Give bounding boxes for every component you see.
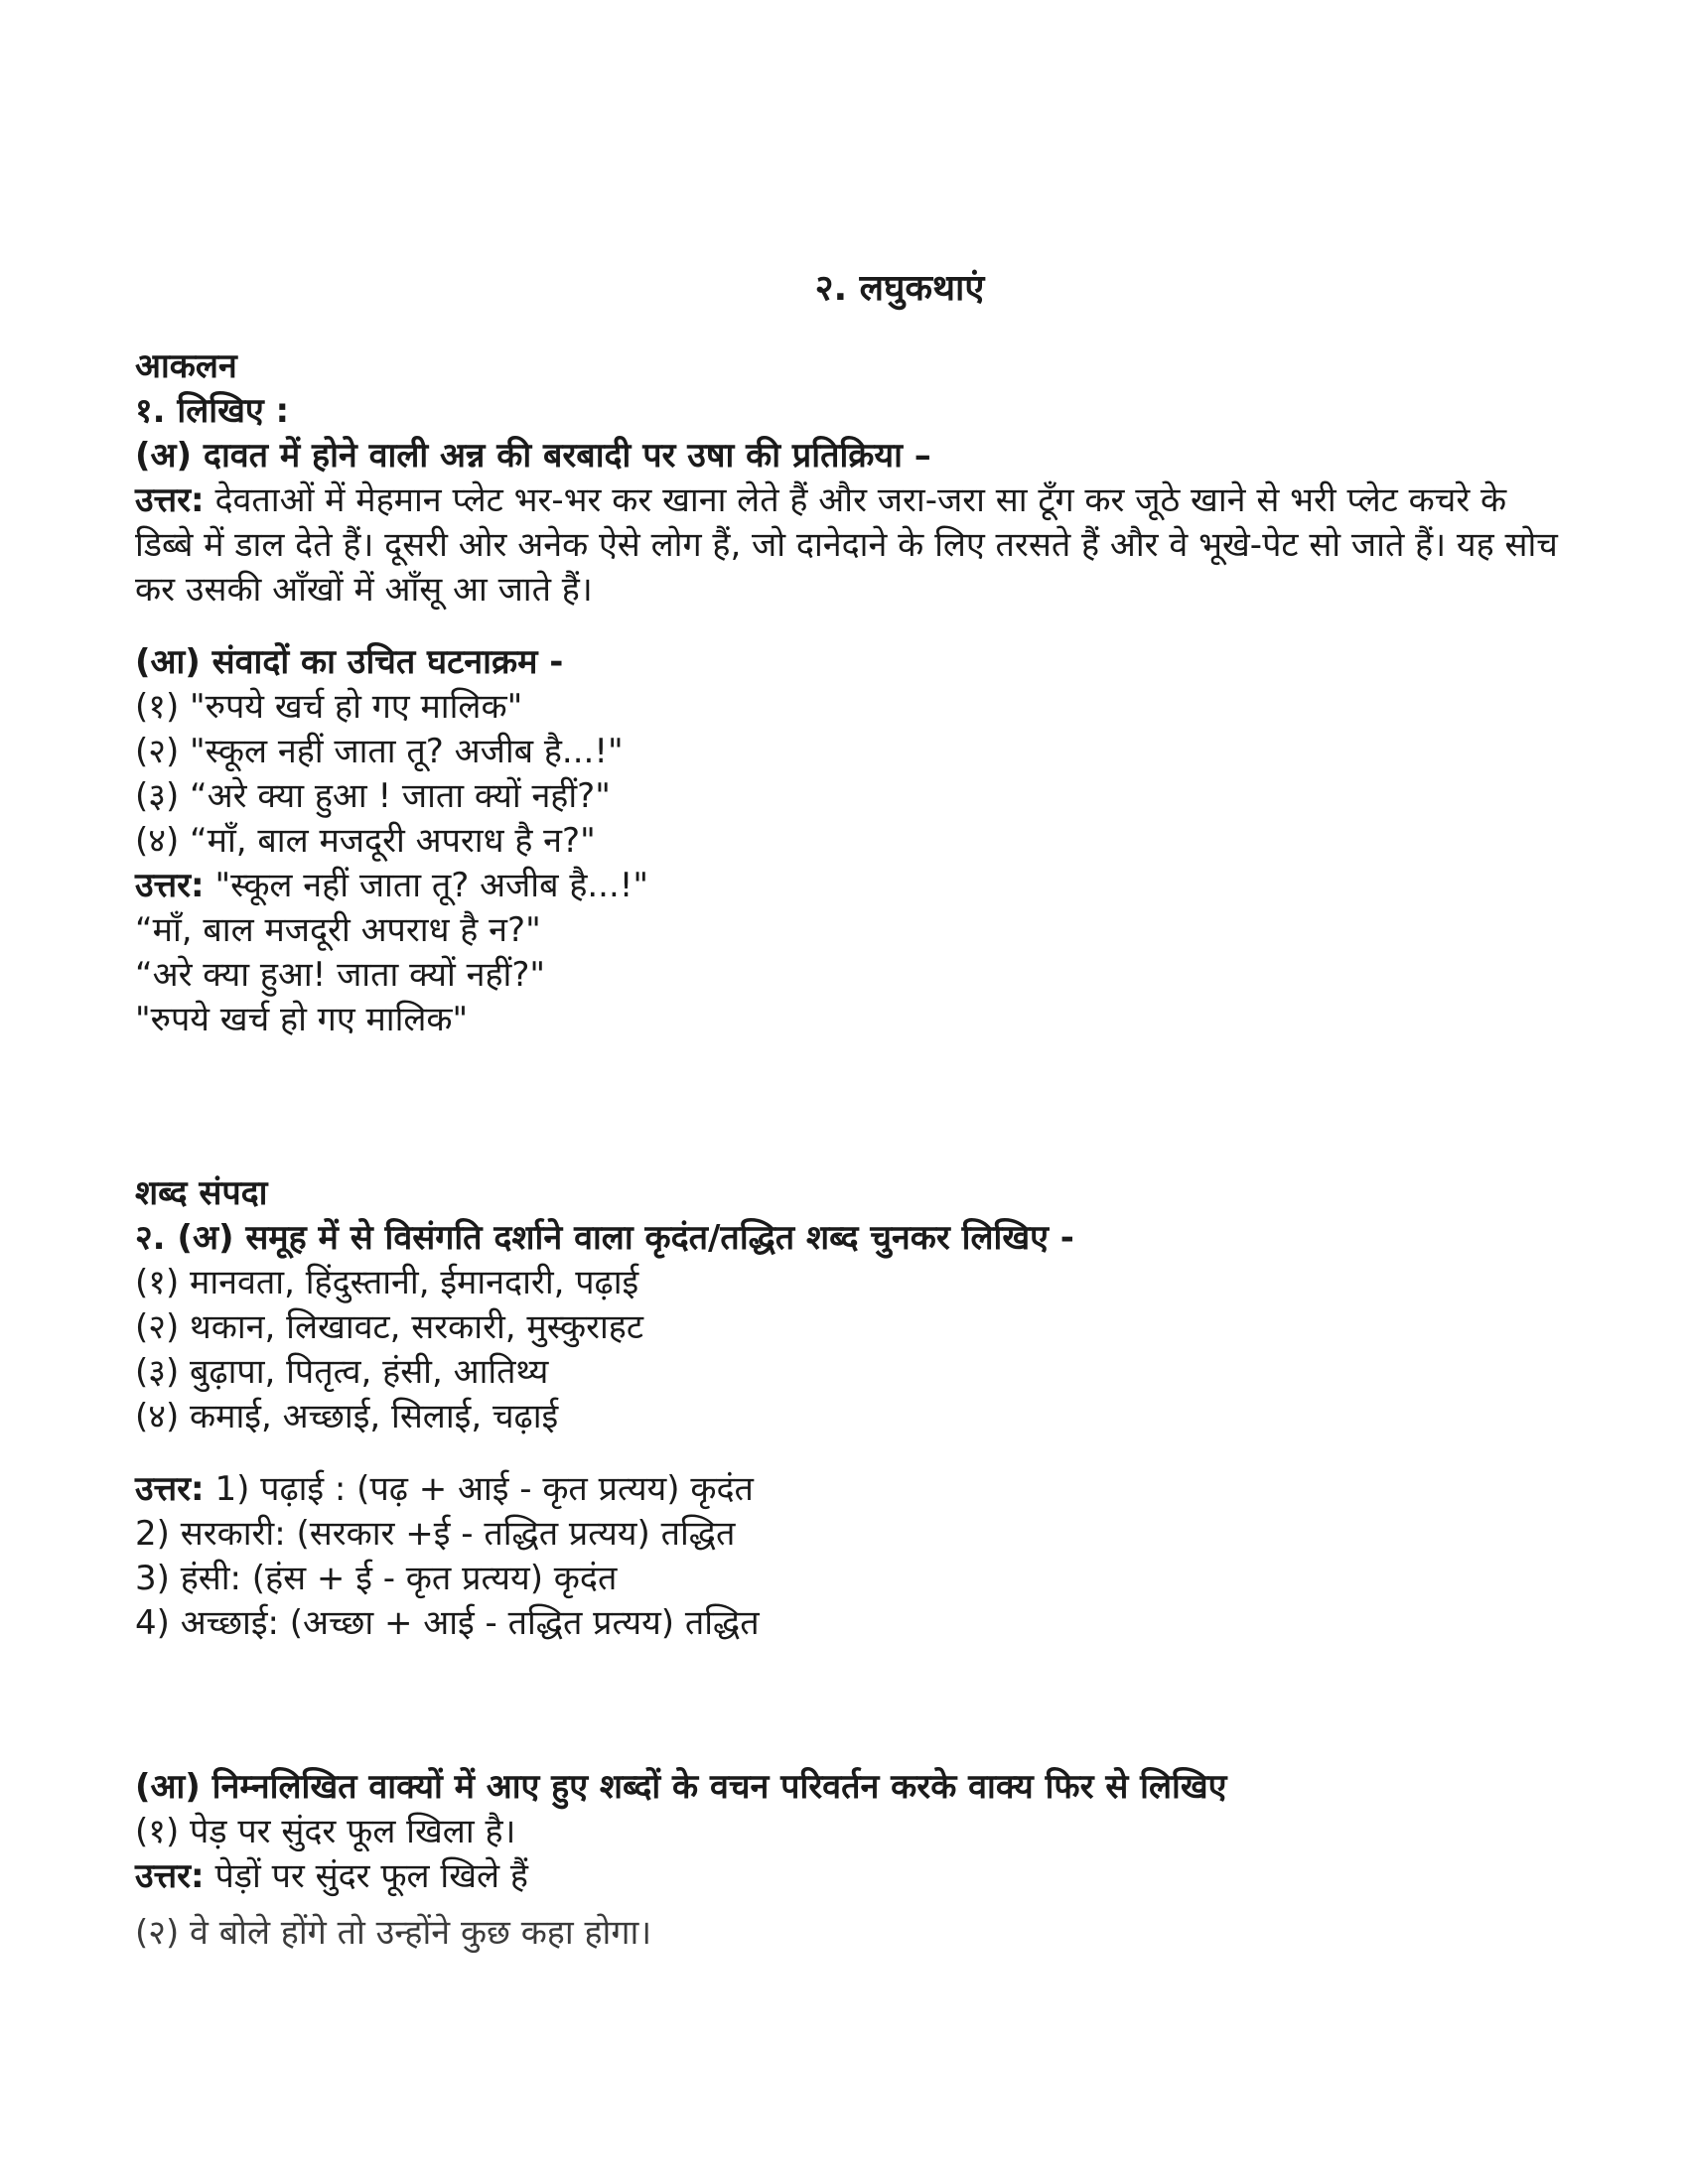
answer-2a: [135, 1467, 1565, 1512]
question-1a: (अ) दावत में होने वाली अन्न की बरबादी पर उषा की प्रतिक्रिया –: [135, 436, 931, 476]
cut-off-text: (२) वे बोले होंगे तो उन्होंने कुछ कहा होगा।: [135, 1913, 652, 1953]
list-item: (२) थकान, लिखावट, सरकारी, मुस्कुराहट: [135, 1307, 643, 1347]
answer-1b-line: “माँ, बाल मजदूरी अपराध है न?": [135, 910, 541, 950]
question-1b: (आ) संवादों का उचित घटनाक्रम -: [135, 642, 564, 682]
cut-off-line: [135, 1913, 1565, 1957]
question-2a: २. (अ) समूह में से विसंगति दर्शाने वाला कृदंत/तद्धित शब्द चुनकर लिखिए -: [135, 1218, 1074, 1258]
section-heading-aakalan: आकलन: [135, 346, 237, 386]
answer-1b-line: “अरे क्या हुआ! जाता क्यों नहीं?": [135, 955, 546, 995]
answer-label: उत्तर:: [135, 1469, 205, 1509]
answer-2b: [135, 1854, 1565, 1899]
answer-label: उत्तर:: [135, 866, 205, 905]
answer-1b: [135, 864, 1565, 908]
list-item: (४) “माँ, बाल मजदूरी अपराध है न?": [135, 821, 596, 861]
answer-1b-line: "स्कूल नहीं जाता तू? अजीब है...!": [204, 866, 649, 905]
answer-1a-text: देवताओं में मेहमान प्लेट भर-भर कर खाना लेते हैं और जरा-जरा सा टूँग कर जूठे खाने से भरी प्लेट कचरे के डिब्बे में डाल देते हैं। दूसरी ओर अनेक ऐसे लोग हैं, जो दानेदाने के लिए तरसते हैं और वे भूखे-पेट सो जाते हैं। यह सोच कर उसकी आँखों में आँसू आ जाते हैं।: [135, 480, 1558, 610]
chapter-title: २. लघुकथाएं: [814, 268, 985, 309]
list-item: (२) "स्कूल नहीं जाता तू? अजीब है...!": [135, 732, 624, 771]
list-item: (१) पेड़ पर सुंदर फूल खिला है।: [135, 1812, 516, 1851]
list-item: (३) “अरे क्या हुआ ! जाता क्यों नहीं?": [135, 776, 611, 816]
list-item: (४) कमाई, अच्छाई, सिलाई, चढ़ाई: [135, 1397, 559, 1436]
answer-2a-line: 1) पढ़ाई : (पढ़ + आई - कृत प्रत्यय) कृदंत: [204, 1469, 754, 1509]
answer-2a-line: 3) हंसी: (हंस + ई - कृत प्रत्यय) कृदंत: [135, 1559, 618, 1598]
list-item: (३) बुढ़ापा, पितृत्व, हंसी, आतिथ्य: [135, 1352, 549, 1392]
answer-2a-line: 4) अच्छाई: (अच्छा + आई - तद्धित प्रत्यय) तद्धित: [135, 1603, 760, 1643]
list-item: (१) "रुपये खर्च हो गए मालिक": [135, 687, 523, 727]
list-item: (१) मानवता, हिंदुस्तानी, ईमानदारी, पढ़ाई: [135, 1263, 639, 1302]
section-heading-shabd-sampada: शब्द संपदा: [135, 1173, 268, 1213]
answer-2b-text: पेड़ों पर सुंदर फूल खिले हैं: [204, 1856, 528, 1896]
answer-label: उत्तर:: [135, 1856, 205, 1896]
question-1: १. लिखिए :: [135, 391, 290, 431]
document-page: [135, 266, 1565, 1957]
answer-2a-line: 2) सरकारी: (सरकार +ई - तद्धित प्रत्यय) तद्धित: [135, 1514, 736, 1554]
question-2b: (आ) निम्नलिखित वाक्यों में आए हुए शब्दों के वचन परिवर्तन करके वाक्य फिर से लिखिए: [135, 1767, 1227, 1807]
answer-1b-line: "रुपये खर्च हो गए मालिक": [135, 1000, 469, 1039]
answer-label: उत्तर:: [135, 480, 205, 520]
answer-1a: [135, 478, 1565, 613]
